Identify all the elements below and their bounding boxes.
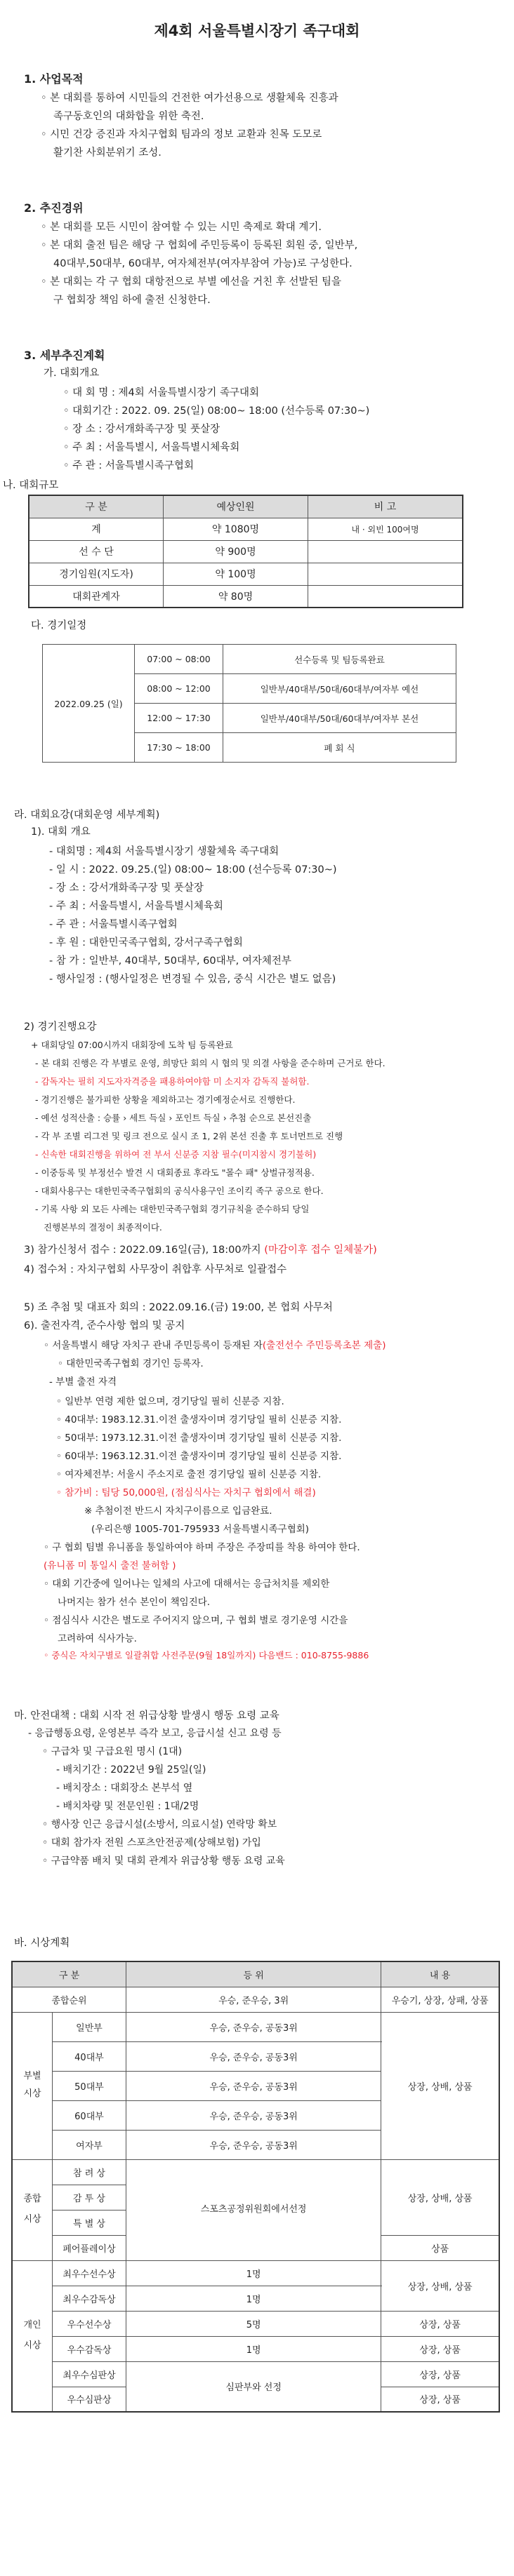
safety-line: - 응급행동요령, 운영본부 즉각 보고, 응급시설 신고 요령 등 [28, 1728, 282, 1739]
game-rule: - 기록 사항 외 모든 사례는 대한민국족구협회 경기규칙을 준수하되 당일 [35, 1204, 310, 1214]
bank-account: (우리은행 1005-701-795933 서울특별시족구협회) [91, 1524, 310, 1535]
awards-individual-content: 상장, 상품 [381, 2311, 499, 2336]
awards-referee-rank: 심판부와 선정 [126, 2361, 381, 2412]
awards-division: 40대부 [53, 2041, 126, 2071]
eligibility-residence-note: (출전선수 주민등록초본 제출) [262, 1340, 386, 1351]
game-rule-warning: - 신속한 대회진행을 위하여 전 부서 신분증 지참 필수(미지참시 경기불허) [35, 1149, 317, 1160]
background-line: ◦ 본 대회 출전 팀은 해당 구 협회에 주민등록이 등록된 회원 중, 일반부, [41, 240, 358, 251]
eligibility-line: ◦ 일반부 연령 제한 없으며, 경기당일 필히 신분증 지참. [56, 1396, 284, 1407]
awards-individual-count: 1명 [126, 2286, 381, 2311]
awards-special: 페어플레이상 [53, 2235, 126, 2260]
awards-overall-label: 종합순위 [12, 1987, 126, 2012]
safety-line: - 배치기간 : 2022년 9월 25일(일) [56, 1764, 206, 1776]
eligibility-line: ◦ 대회 기간중에 일어나는 일체의 사고에 대해서는 응급처치를 제외한 [44, 1578, 330, 1590]
awards-special: 참 려 상 [53, 2159, 126, 2185]
eligibility-line: ◦ 40대부: 1983.12.31.이전 출생자이며 경기당일 필히 신분증 지참. [56, 1414, 342, 1425]
awards-header: 내 용 [381, 1961, 499, 1987]
rules-item: - 행사일정 : (행사일정은 변경될 수 있음, 중식 시간은 별도 없음) [49, 974, 336, 985]
schedule-event: 폐 회 식 [223, 733, 456, 763]
overview-line: ◦ 주 최 : 서울특별시, 서울특별시체육회 [63, 442, 240, 453]
schedule-event: 일반부/40대부/50대/60대부/여자부 예선 [223, 674, 456, 704]
schedule-time: 07:00 ~ 08:00 [135, 645, 223, 674]
purpose-line: ◦ 시민 건강 증진과 자치구협회 팀과의 정보 교환과 친목 도모로 [41, 129, 322, 140]
schedule-time: 12:00 ~ 17:30 [135, 704, 223, 733]
scale-cell: 대회관계자 [29, 585, 164, 608]
eligibility-heading: 6). 출전자격, 준수사항 협의 및 공지 [24, 1320, 185, 1331]
awards-division-content: 상장, 상배, 상품 [381, 2012, 499, 2159]
awards-individual-count: 5명 [126, 2311, 381, 2336]
awards-overall-content: 우승기, 상장, 상패, 상품 [381, 1987, 499, 2012]
awards-special-content: 상장, 상배, 상품 [381, 2159, 499, 2235]
background-line: ◦ 본 대회는 각 구 협회 대항전으로 부별 예선을 거친 후 선발된 팀을 [41, 276, 342, 288]
scale-header: 비 고 [308, 495, 463, 518]
awards-special-rank: 스포츠공정위원회에서선정 [126, 2159, 381, 2260]
eligibility-line: ※ 추첨이전 반드시 자치구이름으로 입금완료. [84, 1505, 272, 1517]
uniform-warning: (유니폼 미 통일시 출전 불허함 ) [44, 1560, 176, 1571]
awards-special-content: 상품 [381, 2235, 499, 2260]
rules-heading: 라. 대회요강(대회운영 세부계획) [14, 810, 160, 821]
awards-division-rank: 우승, 준우승, 공동3위 [126, 2071, 381, 2100]
awards-division-rank: 우승, 준우승, 공동3위 [126, 2100, 381, 2130]
eligibility-line: ◦ 50대부: 1973.12.31.이전 출생자이며 경기당일 필히 신분증 지참. [56, 1433, 342, 1444]
scale-cell: 경기임원(지도자) [29, 563, 164, 585]
purpose-line: ◦ 본 대회를 통하여 시민들의 건전한 여가선용으로 생활체육 진흥과 [41, 93, 338, 104]
scale-cell: 선 수 단 [29, 540, 164, 563]
rules-item: - 주 관 : 서울특별시족구협회 [49, 919, 178, 930]
game-rule-warning: - 감독자는 필히 지도자자격증을 패용하여야함 미 소지자 감독직 불허함. [35, 1076, 310, 1087]
schedule-event: 일반부/40대부/50대/60대부/여자부 본선 [223, 704, 456, 733]
awards-individual: 최우수심판상 [53, 2361, 126, 2387]
lunch-order-notice: ◦ 중식은 자치구별로 일괄취합 사전주문(9월 18일까지) 다음밴드 : 010-8755-9886 [44, 1650, 369, 1661]
awards-header: 등 위 [126, 1961, 381, 1987]
safety-line: - 배치차량 및 전문인원 : 1대/2명 [56, 1801, 199, 1812]
awards-individual: 우수감독상 [53, 2336, 126, 2361]
entry-deadline-text: 3) 참가신청서 접수 : 2022.09.16일(금), 18:00까지 [24, 1245, 265, 1256]
awards-division: 일반부 [53, 2012, 126, 2041]
awards-special: 감 투 상 [53, 2185, 126, 2210]
scale-table [28, 495, 463, 608]
awards-individual: 우수선수상 [53, 2311, 126, 2336]
eligibility-line: ◦ 여자체전부: 서울시 주소지로 출전 경기당일 필히 신분증 지참. [56, 1469, 322, 1480]
entry-fee: ◦ 참가비 : 팀당 50,000원, (점심식사는 자치구 협회에서 해결) [56, 1487, 316, 1498]
background-line: ◦ 본 대회를 모든 시민이 참여할 수 있는 시민 축제로 확대 계기. [41, 222, 322, 233]
scale-heading: 나. 대회규모 [3, 480, 59, 491]
scale-cell: 약 80명 [164, 585, 308, 608]
purpose-line: 족구동호인의 대화합을 위한 축전. [53, 111, 204, 122]
game-rule: - 대회사용구는 대한민국족구협회의 공식사용구인 조이킥 족구 공으로 한다. [35, 1186, 324, 1196]
awards-individual-content: 상장, 상품 [381, 2387, 499, 2412]
background-line: 40대부,50대부, 60대부, 여자체전부(여자부참여 가능)로 구성한다. [53, 258, 352, 269]
schedule-time: 17:30 ~ 18:00 [135, 733, 223, 763]
entry-office: 4) 접수처 : 자치구협회 사무장이 취합후 사무처로 일괄접수 [24, 1264, 287, 1275]
awards-individual-content: 상장, 상품 [381, 2361, 499, 2387]
awards-individual: 우수심판상 [53, 2387, 126, 2412]
awards-division: 여자부 [53, 2130, 126, 2159]
eligibility-line: 나머지는 참가 선수 본인이 책임진다. [58, 1597, 211, 1608]
eligibility-line: 고려하여 식사가능. [58, 1633, 137, 1644]
game-rules-heading: 2) 경기진행요강 [24, 1021, 97, 1033]
entry-deadline [24, 1242, 377, 1256]
rules-item: - 후 원 : 대한민국족구협회, 강서구족구협회 [49, 937, 243, 948]
scale-cell: 약 100명 [164, 563, 308, 585]
awards-division-rank: 우승, 준우승, 공동3위 [126, 2041, 381, 2071]
safety-line: ◦ 구급차 및 구급요원 명시 (1대) [42, 1746, 183, 1757]
scale-cell: 약 900명 [164, 540, 308, 563]
awards-group-label: 개인시상 [12, 2260, 53, 2412]
awards-group-label: 부별시상 [12, 2012, 53, 2159]
eligibility-line: ◦ 60대부: 1963.12.31.이전 출생자이며 경기당일 필히 신분증 지참. [56, 1451, 342, 1462]
scale-header: 구 분 [29, 495, 164, 518]
entry-deadline-warning: (마감이후 접수 일체불가) [264, 1245, 377, 1256]
awards-division-rank: 우승, 준우승, 공동3위 [126, 2012, 381, 2041]
game-rule: - 경기진행은 불가피한 상황을 제외하고는 경기예정순서로 진행한다. [35, 1094, 296, 1105]
awards-individual-content: 상장, 상배, 상품 [381, 2260, 499, 2311]
awards-individual-content: 상장, 상품 [381, 2336, 499, 2361]
scale-cell [308, 563, 463, 585]
game-rule: - 이중등록 및 부정선수 발견 시 대회종료 후라도 "몰수 패" 상벌규정적용. [35, 1167, 315, 1178]
schedule-event: 선수등록 및 팀등록완료 [223, 645, 456, 674]
game-rule: 진행본부의 결정이 최종적이다. [44, 1222, 162, 1233]
awards-overall-rank: 우승, 준우승, 3위 [126, 1987, 381, 2012]
rules-item: - 대회명 : 제4회 서울특별시장기 생활체육 족구대회 [49, 846, 279, 857]
awards-table [11, 1961, 500, 2413]
overview-line: ◦ 장 소 : 강서개화족구장 및 풋살장 [63, 424, 220, 435]
safety-line: - 배치장소 : 대회장소 본부석 옆 [56, 1783, 193, 1794]
eligibility-line: ◦ 점심식사 시간은 별도로 주어지지 않으며, 구 협회 별로 경기운영 시간을 [44, 1615, 348, 1626]
schedule-table [42, 644, 456, 763]
safety-line: ◦ 구급약품 배치 및 대회 관계자 위급상황 행동 요령 교육 [42, 1856, 285, 1867]
scale-cell [308, 540, 463, 563]
safety-line: ◦ 행사장 인근 응급시설(소방서, 의료시설) 연락망 확보 [42, 1819, 277, 1830]
awards-group-label: 종합시상 [12, 2159, 53, 2260]
game-rule: - 각 부 조별 리그전 및 링크 전으로 실시 조 1, 2위 본선 진출 후 토너먼트로 진행 [35, 1131, 343, 1141]
rules-item: - 참 가 : 일반부, 40대부, 50대부, 60대부, 여자체전부 [49, 955, 291, 967]
eligibility-line: ◦ 구 협회 팀별 유니폼을 통일하여야 하며 주장은 주장띠를 착용 하여야 한다. [44, 1542, 360, 1553]
scale-header: 예상인원 [164, 495, 308, 518]
overview-line: ◦ 대 회 명 : 제4회 서울특별시장기 족구대회 [63, 387, 260, 398]
eligibility-line: - 부별 출전 자격 [49, 1376, 117, 1388]
section-purpose-heading: 1. 사업목적 [24, 72, 84, 86]
eligibility-line [44, 1337, 386, 1351]
section-background-heading: 2. 추진경위 [24, 201, 84, 215]
scale-cell: 약 1080명 [164, 518, 308, 540]
scale-cell: 내 · 외빈 100여명 [308, 518, 463, 540]
game-rule: + 대회당일 07:00시까지 대회장에 도착 팀 등록완료 [31, 1040, 233, 1050]
game-rule: - 예선 성적산출 : 승률 › 세트 득실 › 포인트 득실 › 추첨 순으로 본선진출 [35, 1113, 312, 1123]
overview-line: ◦ 대회기간 : 2022. 09. 25(일) 08:00~ 18:00 (선수등록 07:30~) [63, 405, 370, 417]
scale-cell [308, 585, 463, 608]
safety-heading: 마. 안전대책 : 대회 시작 전 위급상황 발생시 행동 요령 교육 [14, 1710, 279, 1722]
awards-individual: 최우수선수상 [53, 2260, 126, 2286]
rules-sub-heading: 1). 대회 개요 [31, 826, 91, 838]
game-rule: - 본 대회 진행은 각 부별로 운영, 희망단 회의 시 협의 및 의결 사항을 준수하며 근거로 한다. [35, 1058, 386, 1068]
background-line: 구 협회장 책임 하에 출전 신청한다. [53, 295, 211, 306]
scale-cell: 계 [29, 518, 164, 540]
awards-division-rank: 우승, 준우승, 공동3위 [126, 2130, 381, 2159]
awards-division: 60대부 [53, 2100, 126, 2130]
awards-individual: 최우수감독상 [53, 2286, 126, 2311]
overview-heading: 가. 대회개요 [44, 368, 100, 379]
awards-special: 특 별 상 [53, 2210, 126, 2235]
eligibility-residence: ◦ 서울특별시 해당 자치구 관내 주민등록이 등재된 자 [44, 1340, 263, 1351]
purpose-line: 활기찬 사회분위기 조성. [53, 147, 162, 159]
awards-heading: 바. 시상계획 [14, 1938, 70, 1949]
schedule-date: 2022.09.25 (일) [43, 645, 135, 763]
awards-individual-count: 1명 [126, 2336, 381, 2361]
schedule-heading: 다. 경기일정 [31, 620, 87, 631]
awards-division: 50대부 [53, 2071, 126, 2100]
awards-header: 구 분 [12, 1961, 126, 1987]
awards-individual-count: 1명 [126, 2260, 381, 2286]
schedule-time: 08:00 ~ 12:00 [135, 674, 223, 704]
overview-line: ◦ 주 관 : 서울특별시족구협회 [63, 460, 194, 471]
safety-line: ◦ 대회 참가자 전원 스포츠안전공제(상해보험) 가입 [42, 1837, 261, 1849]
section-plan-heading: 3. 세부추진계획 [24, 349, 105, 362]
rules-item: - 주 최 : 서울특별시, 서울특별시체육회 [49, 901, 223, 912]
page-title: 제4회 서울특별시장기 족구대회 [154, 22, 360, 39]
rules-item: - 일 시 : 2022. 09.25.(일) 08:00~ 18:00 (선수등록 07:30~) [49, 864, 337, 876]
rules-item: - 장 소 : 강서개화족구장 및 풋살장 [49, 883, 204, 894]
eligibility-line: ◦ 대한민국족구협회 경기인 등록자. [58, 1358, 204, 1369]
draw-meeting: 5) 조 추첨 및 대표자 회의 : 2022.09.16.(금) 19:00, 본 협회 사무처 [24, 1302, 333, 1313]
